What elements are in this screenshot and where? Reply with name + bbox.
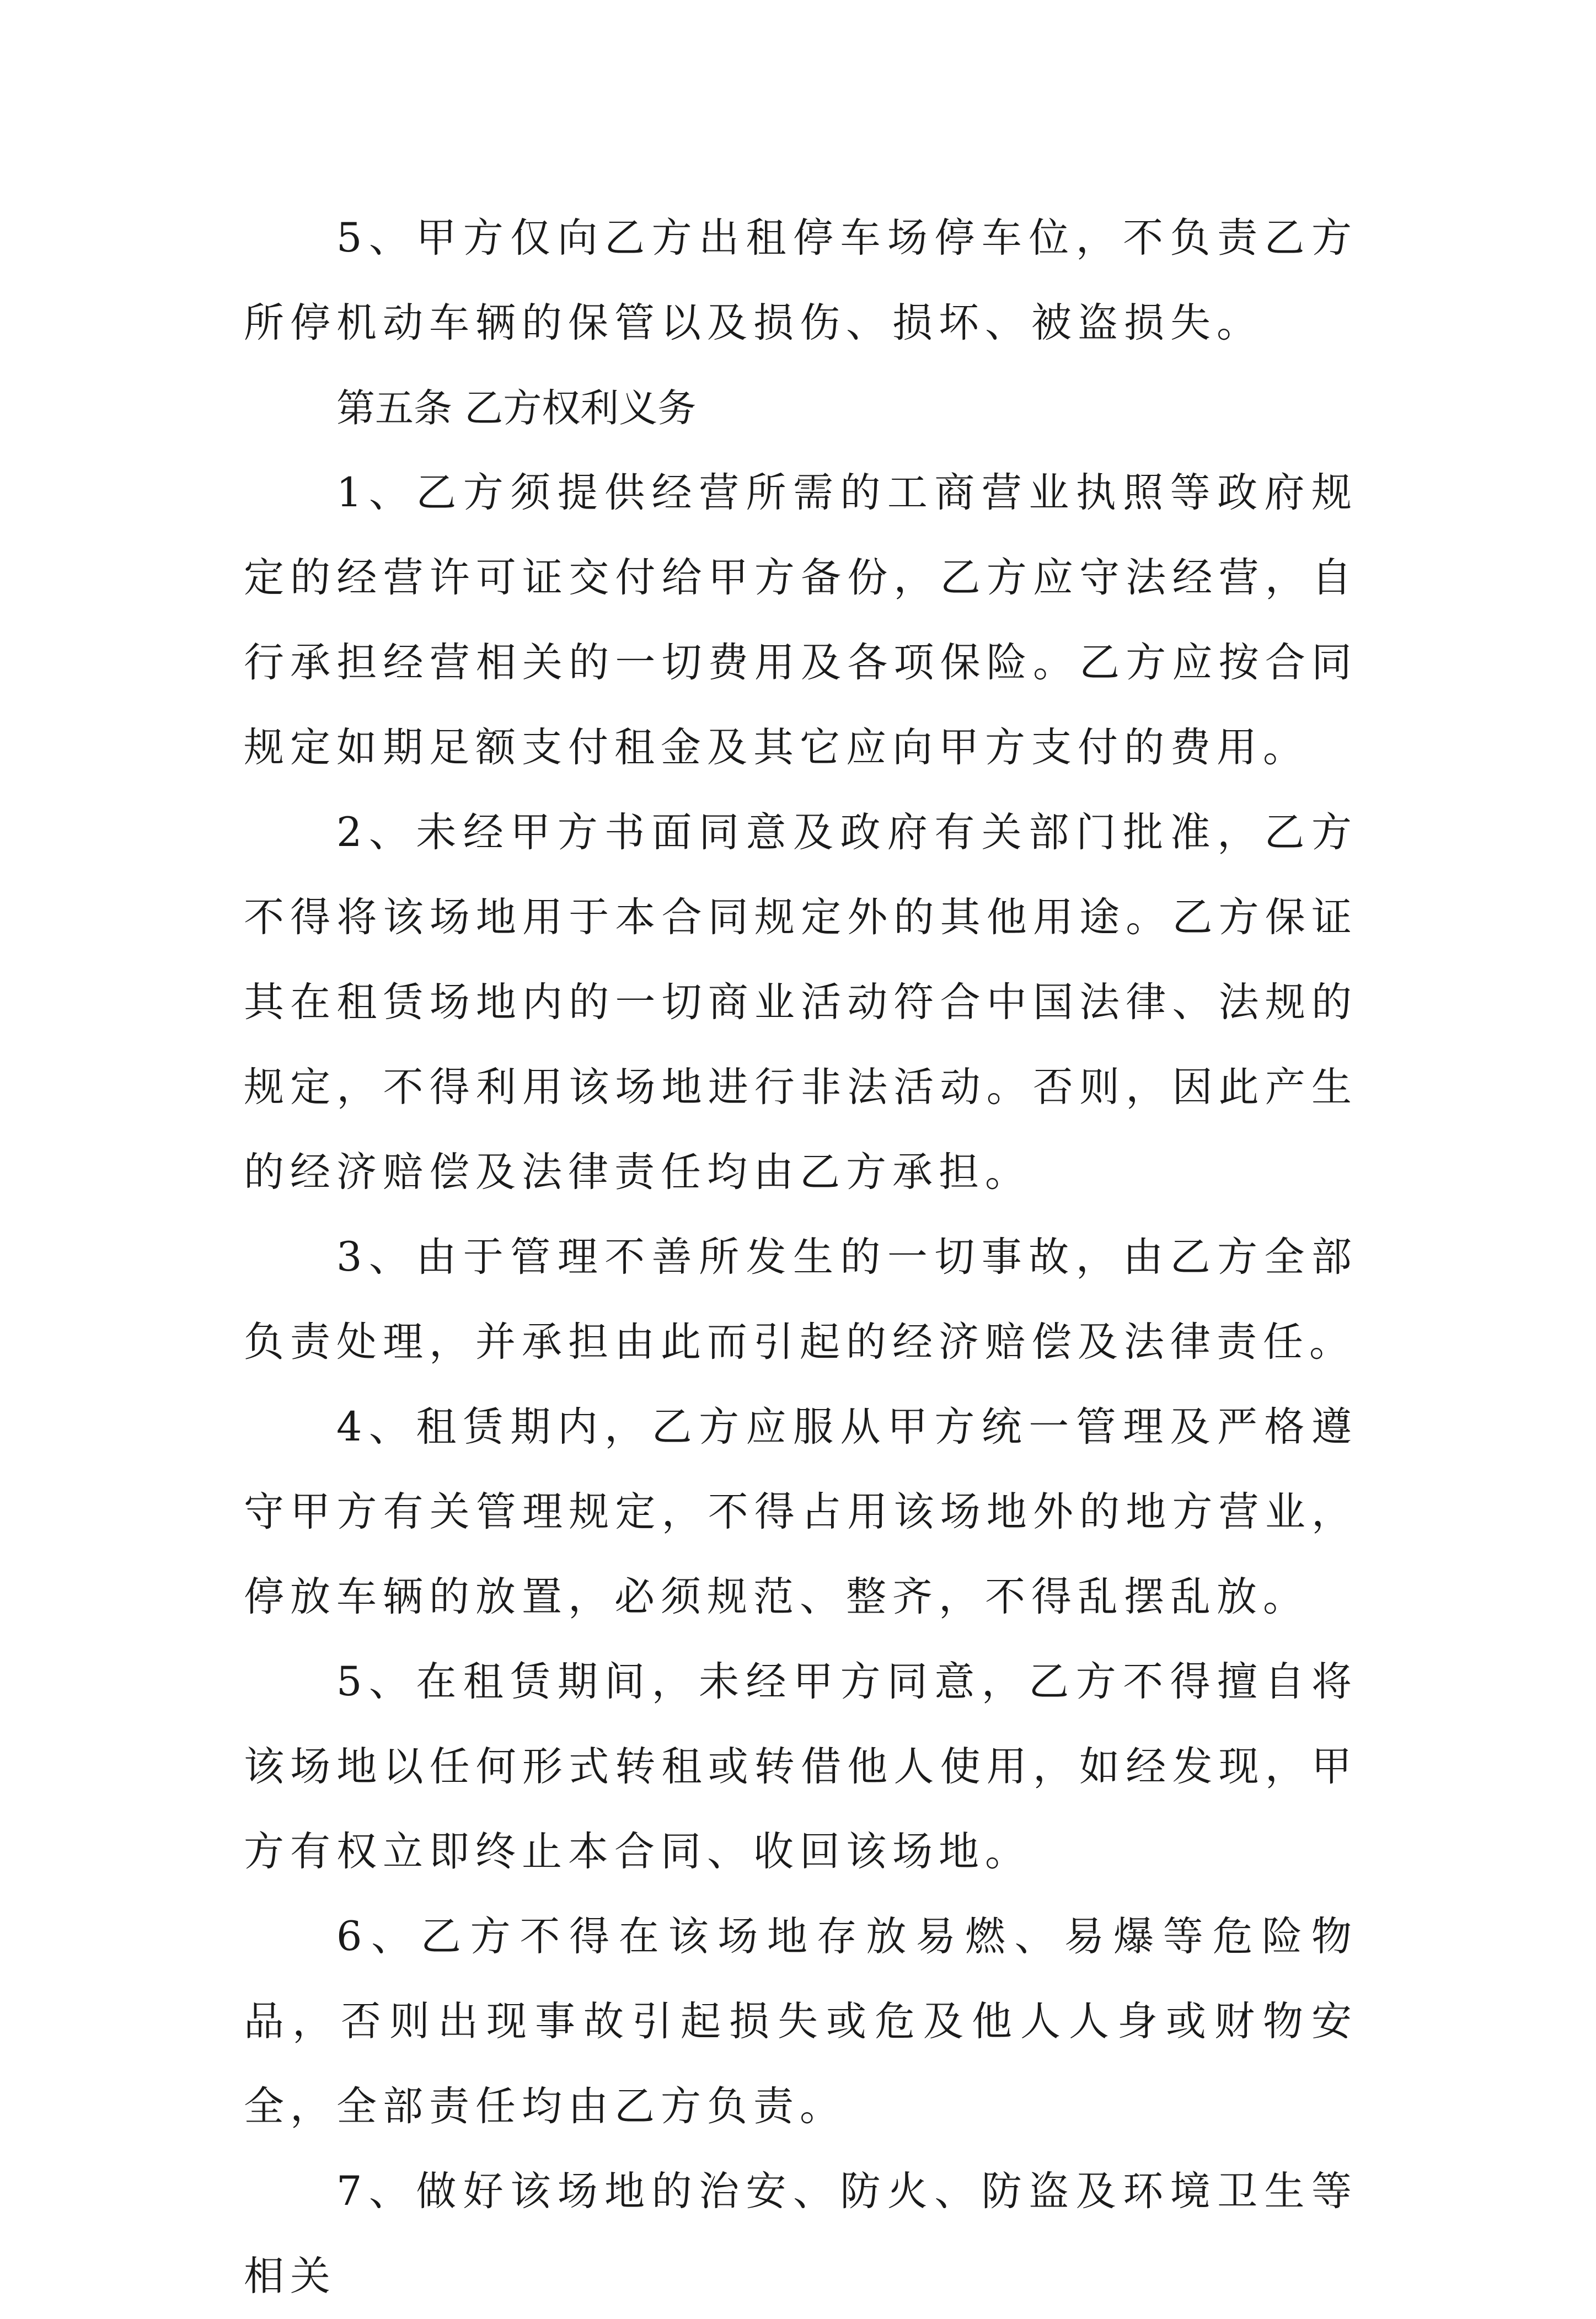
paragraph-item-6: 6、乙方不得在该场地存放易燃、易爆等危险物品，否则出现事故引起损失或危及他人人身或财物安全，全部责任均由乙方负责。 [244, 1913, 1358, 2130]
section-heading-article-5: 第五条 乙方权利义务 [336, 385, 697, 431]
paragraph-item-7: 7、做好该场地的治安、防火、防盗及环境卫生等相关 [244, 2168, 1358, 2300]
paragraph-clause-4-item-5: 5、甲方仅向乙方出租停车场停车位，不负责乙方所停机动车辆的保管以及损伤、损坏、被盗损失。 [244, 215, 1358, 346]
paragraph-item-1: 1、乙方须提供经营所需的工商营业执照等政府规定的经营许可证交付给甲方备份，乙方应守法经营，自行承担经营相关的一切费用及各项保险。乙方应按合同规定如期足额支付租金及其它应向甲方支付的费用。 [244, 469, 1358, 771]
document-body [244, 196, 1358, 2319]
paragraph-item-2: 2、未经甲方书面同意及政府有关部门批准，乙方不得将该场地用于本合同规定外的其他用途。乙方保证其在租赁场地内的一切商业活动符合中国法律、法规的规定，不得利用该场地进行非法活动。否则，因此产生的经济赔偿及法律责任均由乙方承担。 [244, 809, 1358, 1196]
paragraph-item-3: 3、由于管理不善所发生的一切事故，由乙方全部负责处理，并承担由此而引起的经济赔偿及法律责任。 [244, 1234, 1358, 1365]
paragraph-item-5: 5、在租赁期间，未经甲方同意，乙方不得擅自将该场地以任何形式转租或转借他人使用，如经发现，甲方有权立即终止本合同、收回该场地。 [244, 1658, 1358, 1875]
paragraph-item-4: 4、租赁期内，乙方应服从甲方统一管理及严格遵守甲方有关管理规定，不得占用该场地外的地方营业，停放车辆的放置，必须规范、整齐，不得乱摆乱放。 [244, 1404, 1358, 1620]
